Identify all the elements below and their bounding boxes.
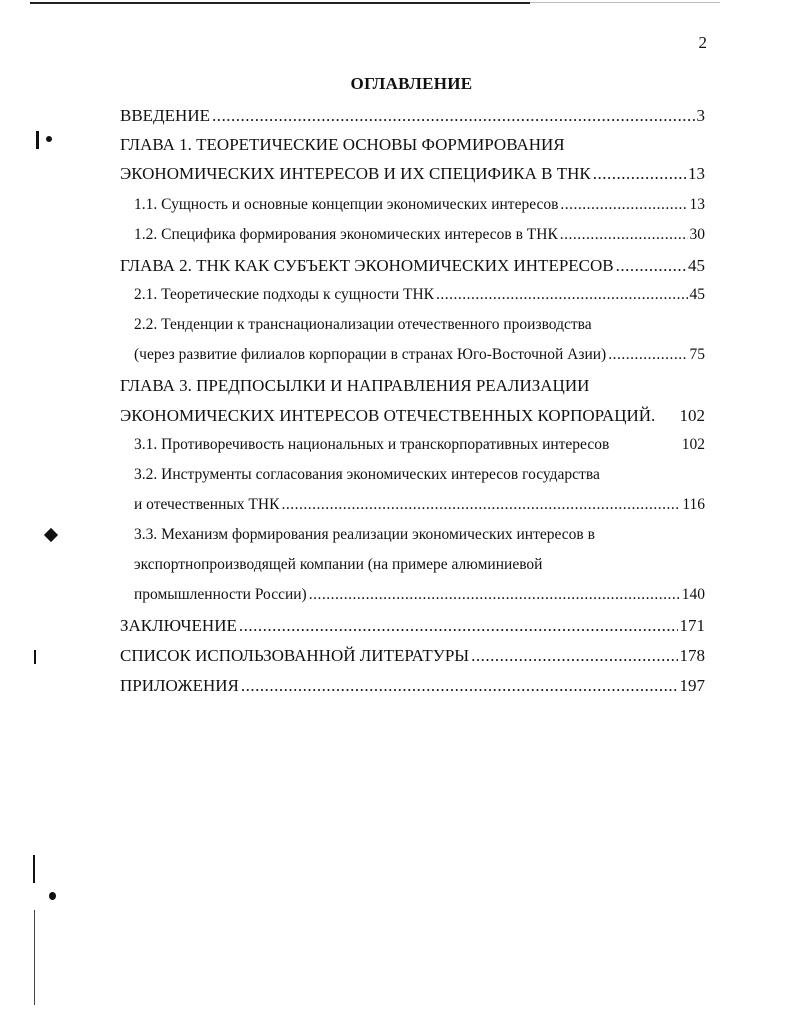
- page-number: 2: [698, 33, 707, 52]
- toc-entry-section-3-3-line1[interactable]: 3.3. Механизм формирования реализации экономических интересов в: [134, 526, 595, 543]
- toc-page: 116: [682, 496, 705, 513]
- toc-entry-section-2-2[interactable]: (через развитие филиалов корпорации в странах Юго-Восточной Азии) ..... 75: [134, 346, 705, 364]
- toc-page: 45: [688, 256, 705, 275]
- toc-page: 197: [679, 676, 705, 695]
- scan-artifact-dot: [49, 892, 56, 900]
- toc-entry-appendix[interactable]: ПРИЛОЖЕНИЯ ..... 197: [120, 676, 705, 696]
- toc-entry-chapter-3-line1[interactable]: ГЛАВА 3. ПРЕДПОСЫЛКИ И НАПРАВЛЕНИЯ РЕАЛИЗАЦИИ: [120, 376, 590, 395]
- leader-dots: [593, 164, 686, 184]
- leader-dots: [616, 256, 686, 276]
- toc-page: 75: [689, 346, 705, 363]
- toc-entry-section-3-2[interactable]: и отечественных ТНК ..... 116: [134, 496, 705, 514]
- leader-dots: [281, 496, 680, 514]
- toc-entry-section-2-1[interactable]: 2.1. Теоретические подходы к сущности ТНК ..... 45: [134, 286, 705, 304]
- toc-page: 178: [679, 646, 705, 665]
- toc-entry-chapter-3[interactable]: ЭКОНОМИЧЕСКИХ ИНТЕРЕСОВ ОТЕЧЕСТВЕННЫХ КОРПОРАЦИЙ. 102: [120, 406, 705, 425]
- toc-entry-intro[interactable]: ВВЕДЕНИЕ ..... 3: [120, 106, 705, 126]
- scan-artifact-bar: [34, 650, 36, 664]
- toc-page: 171: [679, 616, 705, 635]
- toc-entry-section-3-3-line2[interactable]: экспортнопроизводящей компании (на примере алюминиевой: [134, 556, 543, 573]
- toc-entry-chapter-1[interactable]: ЭКОНОМИЧЕСКИХ ИНТЕРЕСОВ И ИХ СПЕЦИФИКА В ТНК ..... 13: [120, 164, 705, 184]
- leader-dots: [239, 616, 678, 636]
- leader-dots: [309, 586, 680, 604]
- toc-page: 45: [689, 286, 705, 303]
- toc-entry-section-3-2-line1[interactable]: 3.2. Инструменты согласования экономических интересов государства: [134, 466, 600, 483]
- scan-artifact-dot: [46, 136, 52, 142]
- toc-entry-chapter-2[interactable]: ГЛАВА 2. ТНК КАК СУБЪЕКТ ЭКОНОМИЧЕСКИХ ИНТЕРЕСОВ ..... 45: [120, 256, 705, 276]
- toc-entry-section-1-1[interactable]: 1.1. Сущность и основные концепции экономических интересов ..... 13: [134, 196, 705, 214]
- toc-page: 13: [689, 196, 705, 213]
- leader-dots: [560, 226, 688, 244]
- toc-page: 102: [681, 436, 705, 453]
- toc-entry-references[interactable]: СПИСОК ИСПОЛЬЗОВАННОЙ ЛИТЕРАТУРЫ ..... 178: [120, 646, 705, 666]
- toc-page: 30: [689, 226, 705, 243]
- toc-page: 3: [696, 106, 705, 125]
- scan-artifact-line: [34, 910, 35, 1005]
- toc-page: 140: [681, 586, 705, 603]
- toc-entry-section-2-2-line1[interactable]: 2.2. Тенденции к транснационализации отечественного производства: [134, 316, 592, 333]
- leader-dots: [560, 196, 687, 214]
- toc-entry-section-3-1[interactable]: 3.1. Противоречивость национальных и транскорпоративных интересов 102: [134, 436, 705, 453]
- toc-entry-chapter-1-line1[interactable]: ГЛАВА 1. ТЕОРЕТИЧЕСКИЕ ОСНОВЫ ФОРМИРОВАНИЯ: [120, 135, 565, 154]
- scan-top-border-faint: [530, 2, 720, 3]
- toc-title: ОГЛАВЛЕНИЕ: [350, 74, 473, 93]
- toc-entry-section-1-2[interactable]: 1.2. Специфика формирования экономических интересов в ТНК ..... 30: [134, 226, 705, 244]
- leader-dots: [212, 106, 695, 126]
- toc-entry-section-3-3[interactable]: промышленности России) ..... 140: [134, 586, 705, 604]
- toc-entry-conclusion[interactable]: ЗАКЛЮЧЕНИЕ ..... 171: [120, 616, 705, 636]
- scan-artifact-diamond: [44, 528, 58, 542]
- scan-top-border: [30, 2, 530, 4]
- toc-page: 13: [688, 164, 705, 183]
- toc-page: 102: [679, 406, 705, 425]
- scan-artifact-bar: [33, 855, 35, 883]
- leader-dots: [241, 676, 678, 696]
- leader-dots: [608, 346, 687, 364]
- leader-dots: [436, 286, 688, 304]
- leader-dots: [471, 646, 677, 666]
- scan-artifact-bar: [36, 131, 39, 149]
